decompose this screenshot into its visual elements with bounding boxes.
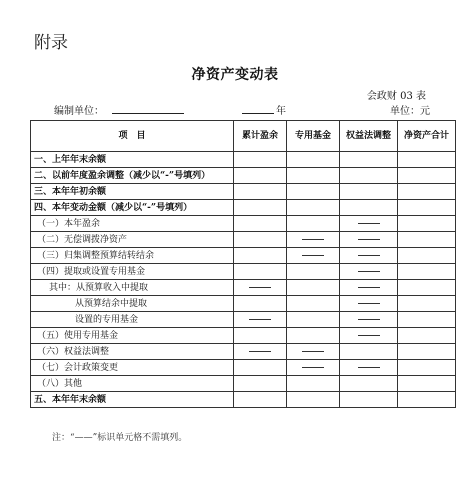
table-header-row	[31, 121, 456, 152]
amount-cell[interactable]	[234, 168, 287, 184]
table-row	[31, 392, 456, 408]
amount-cell[interactable]	[287, 264, 340, 280]
row-label: 其中：从预算收入中提取	[31, 280, 234, 296]
row-label: （四）提取或设置专用基金	[31, 264, 234, 280]
footnote: 注：“——”标识单元格不需填列。	[52, 433, 188, 443]
row-label: 三、本年年初余额	[31, 184, 234, 200]
dash-mark	[358, 287, 380, 288]
amount-cell[interactable]	[398, 248, 456, 264]
table-row	[31, 232, 456, 248]
amount-cell[interactable]	[234, 200, 287, 216]
prepared-by-label: 编制单位：	[54, 106, 104, 117]
not-applicable-cell	[234, 280, 287, 296]
amount-cell[interactable]	[340, 184, 398, 200]
table-row	[31, 216, 456, 232]
amount-cell[interactable]	[234, 184, 287, 200]
not-applicable-cell	[340, 216, 398, 232]
prepared-by-blank	[112, 102, 184, 114]
table-row	[31, 280, 456, 296]
amount-cell[interactable]	[234, 152, 287, 168]
amount-cell[interactable]	[234, 376, 287, 392]
dash-mark	[302, 351, 324, 352]
row-label: （六）权益法调整	[31, 344, 234, 360]
not-applicable-cell	[340, 328, 398, 344]
amount-cell[interactable]	[398, 152, 456, 168]
amount-cell[interactable]	[287, 328, 340, 344]
row-label: 五、本年年末余额	[31, 392, 234, 408]
table-row	[31, 200, 456, 216]
amount-cell[interactable]	[398, 184, 456, 200]
dash-mark	[249, 287, 271, 288]
column-header-special-fund: 专用基金	[287, 121, 340, 152]
amount-unit: 单位：元	[390, 106, 430, 117]
form-code: 会政财 03 表	[366, 91, 426, 102]
table-row	[31, 360, 456, 376]
table-row	[31, 152, 456, 168]
not-applicable-cell	[287, 248, 340, 264]
amount-cell[interactable]	[287, 200, 340, 216]
report-title: 净资产变动表	[191, 67, 279, 83]
amount-cell[interactable]	[398, 296, 456, 312]
amount-cell[interactable]	[234, 248, 287, 264]
dash-mark	[249, 351, 271, 352]
dash-mark	[302, 367, 324, 368]
amount-cell[interactable]	[340, 392, 398, 408]
amount-cell[interactable]	[398, 280, 456, 296]
column-header-equity-method-adjustment: 权益法调整	[340, 121, 398, 152]
amount-cell[interactable]	[398, 264, 456, 280]
row-label: 设置的专用基金	[31, 312, 234, 328]
dash-mark	[302, 239, 324, 240]
table-row	[31, 296, 456, 312]
dash-mark	[358, 239, 380, 240]
row-label: （三）归集调整预算结转结余	[31, 248, 234, 264]
row-label: （七）会计政策变更	[31, 360, 234, 376]
not-applicable-cell	[340, 248, 398, 264]
amount-cell[interactable]	[234, 264, 287, 280]
dash-mark	[358, 223, 380, 224]
amount-cell[interactable]	[398, 376, 456, 392]
amount-cell[interactable]	[398, 232, 456, 248]
amount-cell[interactable]	[287, 152, 340, 168]
not-applicable-cell	[287, 360, 340, 376]
not-applicable-cell	[340, 312, 398, 328]
dash-mark	[358, 271, 380, 272]
dash-mark	[358, 319, 380, 320]
not-applicable-cell	[234, 312, 287, 328]
row-label: 四、本年变动金额（减少以“-”号填列）	[31, 200, 234, 216]
amount-cell[interactable]	[398, 216, 456, 232]
dash-mark	[358, 255, 380, 256]
row-label: （五）使用专用基金	[31, 328, 234, 344]
table-body	[31, 152, 456, 408]
table-row	[31, 376, 456, 392]
amount-cell[interactable]	[287, 296, 340, 312]
table-row	[31, 328, 456, 344]
row-label: 二、以前年度盈余调整（减少以“-”号填列）	[31, 168, 234, 184]
table-row	[31, 344, 456, 360]
row-label: （一）本年盈余	[31, 216, 234, 232]
dash-mark	[249, 319, 271, 320]
amount-cell[interactable]	[340, 168, 398, 184]
year-blank	[242, 102, 274, 114]
amount-cell[interactable]	[398, 328, 456, 344]
amount-cell[interactable]	[398, 200, 456, 216]
amount-cell[interactable]	[287, 216, 340, 232]
row-label: （二）无偿调拨净资产	[31, 232, 234, 248]
report-meta	[54, 102, 430, 116]
column-header-accumulated-surplus: 累计盈余	[234, 121, 287, 152]
appendix-label: 附录	[34, 33, 68, 53]
row-label: （八）其他	[31, 376, 234, 392]
not-applicable-cell	[340, 296, 398, 312]
amount-cell[interactable]	[234, 296, 287, 312]
row-label: 从预算结余中提取	[31, 296, 234, 312]
column-header-item: 项 目	[31, 121, 234, 152]
column-header-net-asset-total: 净资产合计	[398, 121, 456, 152]
amount-cell[interactable]	[287, 392, 340, 408]
amount-cell[interactable]	[234, 392, 287, 408]
table-row	[31, 168, 456, 184]
amount-cell[interactable]	[398, 312, 456, 328]
table-row	[31, 248, 456, 264]
amount-cell[interactable]	[340, 376, 398, 392]
not-applicable-cell	[287, 344, 340, 360]
dash-mark	[302, 255, 324, 256]
amount-cell[interactable]	[340, 152, 398, 168]
amount-cell[interactable]	[398, 344, 456, 360]
amount-cell[interactable]	[398, 168, 456, 184]
not-applicable-cell	[340, 280, 398, 296]
amount-cell[interactable]	[287, 312, 340, 328]
table-row	[31, 184, 456, 200]
amount-cell[interactable]	[234, 360, 287, 376]
row-label: 一、上年年末余额	[31, 152, 234, 168]
not-applicable-cell	[234, 344, 287, 360]
amount-cell[interactable]	[287, 376, 340, 392]
table-row	[31, 264, 456, 280]
amount-cell[interactable]	[340, 200, 398, 216]
not-applicable-cell	[340, 264, 398, 280]
dash-mark	[358, 335, 380, 336]
amount-cell[interactable]	[234, 216, 287, 232]
amount-cell[interactable]	[287, 280, 340, 296]
dash-mark	[358, 367, 380, 368]
not-applicable-cell	[287, 232, 340, 248]
amount-cell[interactable]	[398, 392, 456, 408]
dash-mark	[358, 303, 380, 304]
amount-cell[interactable]	[340, 344, 398, 360]
table-row	[31, 312, 456, 328]
amount-cell[interactable]	[398, 360, 456, 376]
net-asset-change-table	[30, 120, 456, 408]
amount-cell[interactable]	[287, 168, 340, 184]
not-applicable-cell	[340, 360, 398, 376]
year-label: 年	[276, 106, 286, 117]
amount-cell[interactable]	[234, 328, 287, 344]
amount-cell[interactable]	[287, 184, 340, 200]
not-applicable-cell	[340, 232, 398, 248]
amount-cell[interactable]	[234, 232, 287, 248]
